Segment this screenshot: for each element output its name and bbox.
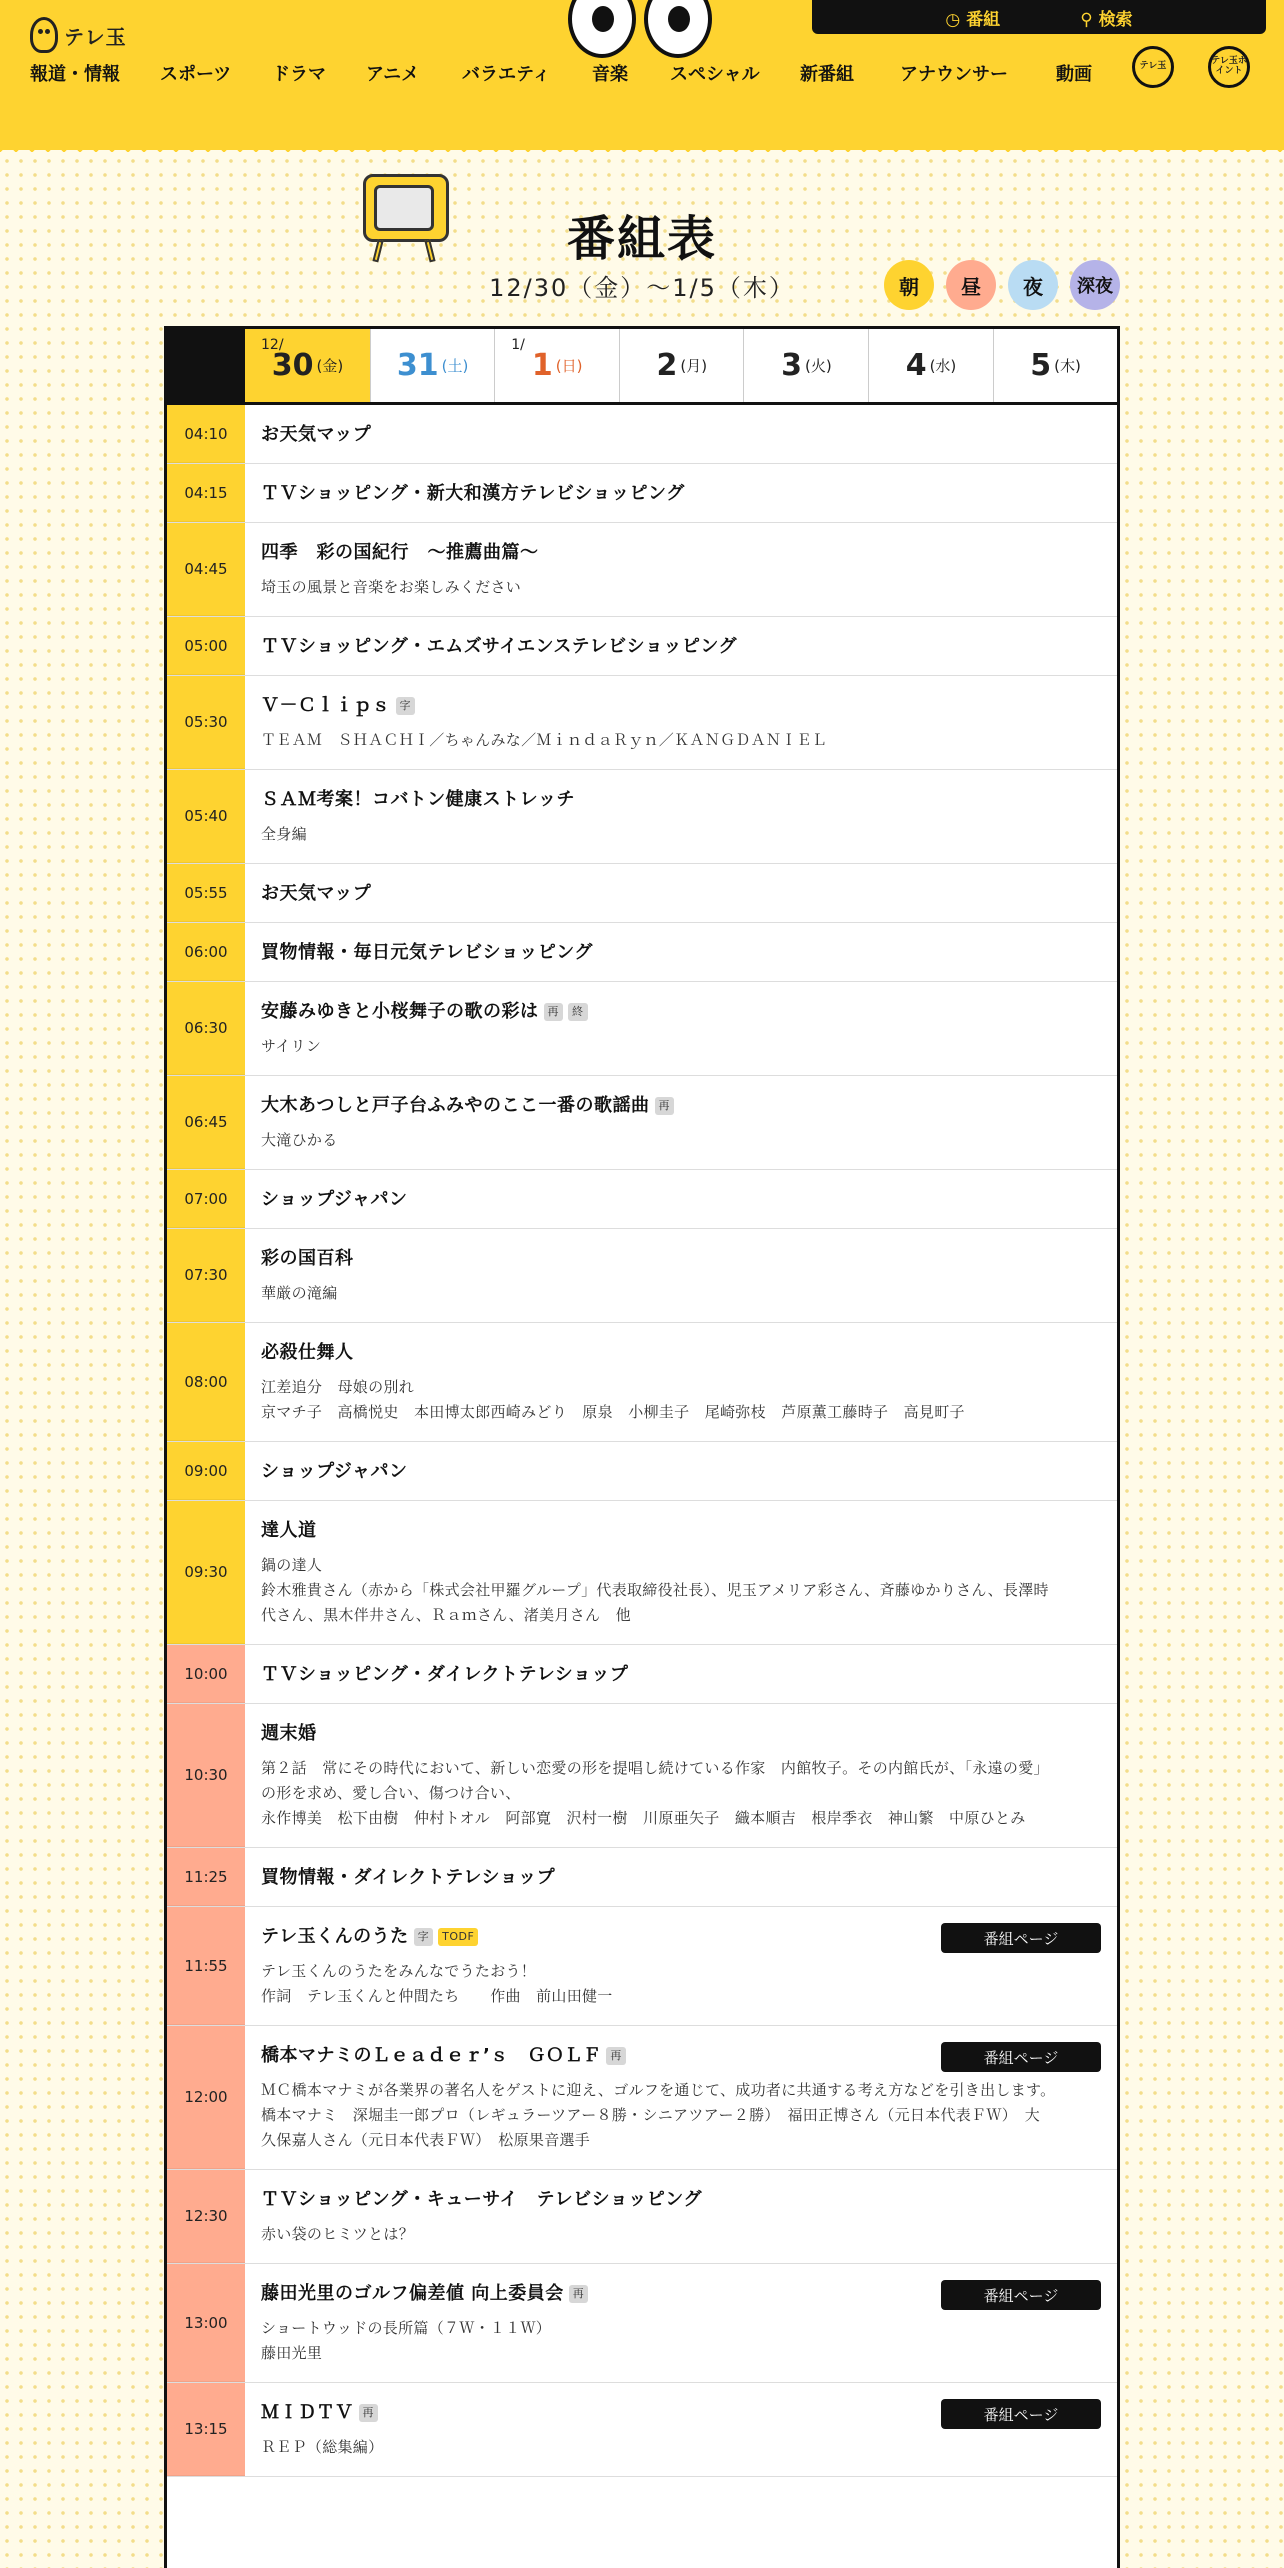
program-search-bar[interactable] (812, 0, 1266, 34)
day-tab-weekday: (木) (1054, 357, 1081, 375)
program-time: 06:45 (167, 1076, 245, 1169)
program-description: 埼玉の風景と音楽をお楽しみください (261, 578, 522, 596)
program-body (245, 770, 1117, 863)
nav-music[interactable]: 音楽 (592, 64, 628, 85)
program-row[interactable] (167, 2026, 1117, 2170)
program-row[interactable] (167, 1323, 1117, 1442)
program-title[interactable]: Ｖ－Ｃｌｉｐｓ 字 (261, 694, 1101, 718)
program-time: 04:15 (167, 464, 245, 522)
program-badge: 終 (568, 1003, 588, 1021)
program-time: 09:30 (167, 1501, 245, 1644)
program-title[interactable]: 達人道 (261, 1520, 317, 1541)
program-time: 12:30 (167, 2170, 245, 2263)
program-time: 11:55 (167, 1907, 245, 2025)
nav-special[interactable]: スペシャル (670, 64, 760, 85)
site-logo[interactable] (30, 14, 127, 56)
site-header (0, 0, 1284, 150)
program-title[interactable]: ＳＡＭ考案！コバトン健康ストレッチ (261, 789, 575, 810)
program-row[interactable] (167, 923, 1117, 982)
program-description: テレ玉くんのうたをみんなでうたおう！ 作詞 テレ玉くんと仲間たち 作曲 前山田健一 (261, 1962, 613, 2005)
program-time: 06:30 (167, 982, 245, 1075)
program-body (245, 617, 1117, 675)
program-body (245, 2264, 1117, 2382)
program-row[interactable] (167, 617, 1117, 676)
program-row[interactable] (167, 1848, 1117, 1907)
tod-daytime-button[interactable]: 昼 (946, 260, 996, 310)
day-tab[interactable] (370, 329, 495, 402)
nav-news[interactable]: 報道・情報 (30, 64, 120, 85)
program-row[interactable] (167, 1501, 1117, 1645)
program-time: 10:30 (167, 1704, 245, 1847)
program-badge: 再 (606, 2047, 626, 2065)
tod-latenight-button[interactable]: 深夜 (1070, 260, 1120, 310)
program-time: 09:00 (167, 1442, 245, 1500)
program-description: サイリン (261, 1037, 322, 1055)
program-row[interactable] (167, 2170, 1117, 2264)
program-title[interactable]: ショップジャパン (261, 1461, 408, 1482)
program-title[interactable]: テレ玉くんのうた 字 TODF (261, 1925, 1101, 1949)
search-label-2[interactable]: ⚲ 検索 (1080, 9, 1133, 30)
program-row[interactable] (167, 464, 1117, 523)
day-tab[interactable] (868, 329, 993, 402)
program-description: 第２話 常にその時代において、新しい恋愛の形を提唱し続けている作家 内館牧子。その内館氏が、「永遠の愛」 の形を求め、愛し合い、傷つけ合い、 永作博美 松下由樹 仲村トオル 阿部寛 沢村一樹 川原亜矢子 織本順吉 根岸季衣 神山繁 中原ひとみ (261, 1759, 1049, 1827)
program-list (167, 405, 1117, 2477)
program-time: 12:00 (167, 2026, 245, 2169)
day-tab-date: 31 (396, 348, 439, 383)
program-badge: 再 (359, 2404, 379, 2422)
program-title[interactable]: 藤田光里のゴルフ偏差値 向上委員会 再 (261, 2282, 1101, 2306)
day-tab-date: 3 (781, 348, 802, 383)
program-body (245, 923, 1117, 981)
day-tab-weekday: (水) (929, 357, 957, 375)
tele-tama-app-icon[interactable]: テレ玉 (1132, 46, 1174, 88)
program-body (245, 523, 1117, 616)
program-body (245, 1442, 1117, 1500)
program-description: 鍋の達人 鈴木雅貴さん（赤から「株式会社甲羅グループ」代表取締役社長）、児玉アメリア彩さん、斉藤ゆかりさん、長澤時 代さん、黒木伴井さん、Ｒａｍさん、渚美月さん 他 (261, 1556, 1049, 1624)
day-tab-weekday: (日) (555, 357, 583, 375)
program-badge: 字 (414, 1928, 434, 1946)
program-body (245, 864, 1117, 922)
mascot-logo-icon (30, 17, 58, 53)
program-time: 05:55 (167, 864, 245, 922)
program-page-button[interactable]: 番組ページ (941, 1923, 1101, 1953)
mascot-eyes-icon (568, 0, 718, 60)
program-body (245, 1229, 1117, 1322)
program-row[interactable] (167, 1907, 1117, 2026)
program-title[interactable]: ＴＶショッピング・キューサイ テレビショッピング (261, 2189, 702, 2210)
main-nav (0, 60, 1284, 90)
day-tabs-corner (167, 329, 245, 402)
program-badge: 字 (396, 697, 416, 715)
program-body (245, 1907, 1117, 2025)
program-body (245, 1323, 1117, 1441)
program-body (245, 676, 1117, 769)
program-title[interactable]: 買物情報・毎日元気テレビショッピング (261, 942, 593, 963)
program-body (245, 2170, 1117, 2263)
program-page-button[interactable]: 番組ページ (941, 2399, 1101, 2429)
program-time: 05:30 (167, 676, 245, 769)
day-tab-month: 12/ (261, 337, 284, 353)
nav-sports[interactable]: スポーツ (160, 64, 232, 85)
program-description: ＭＣ橋本マナミが各業界の著名人をゲストに迎え、ゴルフを通じて、成功者に共通する考え方などを引き出します。 橋本マナミ 深堀圭一郎プロ（レギュラーツアー８勝・シニアツアー２勝） 福田正博さん（元日本代表ＦＷ） 大 久保嘉人さん（元日本代表ＦＷ） 松原果音選手 (261, 2081, 1056, 2149)
tod-morning-button[interactable]: 朝 (884, 260, 934, 310)
day-tab-weekday: (月) (680, 357, 708, 375)
day-tab[interactable] (619, 329, 744, 402)
program-description: 江差追分 母娘の別れ 京マチ子 高橋悦史 本田博太郎西崎みどり 原泉 小柳圭子 尾崎弥枝 芦原薫工藤時子 高見町子 (261, 1378, 965, 1421)
program-description: ショートウッドの長所篇（７Ｗ・１１Ｗ） 藤田光里 (261, 2319, 552, 2362)
program-time: 05:40 (167, 770, 245, 863)
day-tab-date: 30 (271, 348, 314, 383)
program-title[interactable]: 橋本マナミのＬｅａｄｅｒ’ｓ ＧＯＬＦ 再 (261, 2044, 1101, 2068)
program-time: 08:00 (167, 1323, 245, 1441)
search-label-1[interactable]: ◷ 番組 (945, 9, 1001, 30)
program-description: 赤い袋のヒミツとは？ (261, 2225, 415, 2243)
program-title[interactable]: ＭＩＤＴＶ 再 (261, 2401, 1101, 2425)
program-body (245, 464, 1117, 522)
program-title[interactable]: ＴＶショッピング・ダイレクトテレショップ (261, 1664, 629, 1685)
page-title: 番組表 (566, 211, 717, 267)
program-badge: 再 (569, 2285, 589, 2303)
program-row[interactable] (167, 2264, 1117, 2383)
program-title[interactable]: 週末婚 (261, 1723, 317, 1744)
day-tab[interactable] (245, 329, 370, 402)
program-badge: 再 (655, 1097, 675, 1115)
program-body (245, 1704, 1117, 1847)
program-body (245, 982, 1117, 1075)
day-tab-weekday: (土) (441, 357, 469, 375)
nav-videos[interactable]: 動画 (1056, 64, 1092, 85)
program-badge: TODF (438, 1928, 478, 1946)
program-body (245, 1076, 1117, 1169)
program-title[interactable]: 必殺仕舞人 (261, 1342, 354, 1363)
program-description: 大滝ひかる (261, 1131, 338, 1149)
program-row[interactable] (167, 1442, 1117, 1501)
program-row[interactable] (167, 1704, 1117, 1848)
day-tab-date: 2 (656, 348, 678, 383)
program-description: 華厳の滝編 (261, 1284, 338, 1302)
program-title[interactable]: 大木あつしと戸子台ふみやのここ一番の歌謡曲 再 (261, 1094, 1101, 1118)
program-row[interactable] (167, 982, 1117, 1076)
program-page-button[interactable]: 番組ページ (941, 2280, 1101, 2310)
day-tab-weekday: (金) (316, 357, 344, 375)
day-tab-month: 1/ (511, 337, 525, 353)
nav-announcers[interactable]: アナウンサー (900, 64, 1008, 85)
program-row[interactable] (167, 1076, 1117, 1170)
program-body (245, 1170, 1117, 1228)
program-row[interactable] (167, 864, 1117, 923)
day-tab[interactable] (743, 329, 868, 402)
program-time: 05:00 (167, 617, 245, 675)
date-range: 12/30（金）〜1/5（木） (489, 274, 795, 302)
program-time: 13:00 (167, 2264, 245, 2382)
program-title[interactable]: ショップジャパン (261, 1189, 408, 1210)
program-time: 07:30 (167, 1229, 245, 1322)
nav-new-programs[interactable]: 新番組 (800, 64, 854, 85)
nav-variety[interactable]: バラエティ (462, 64, 551, 85)
program-time: 04:45 (167, 523, 245, 616)
day-tab-date: 4 (905, 348, 927, 383)
program-description: ＴＥＡＭ ＳＨＡＣＨＩ／ちゃんみな／ＭｉｎｄａＲｙｎ／ＫＡＮＧＤＡＮＩＥＬ (261, 731, 828, 749)
program-badge: 再 (544, 1003, 564, 1021)
program-title[interactable]: ＴＶショッピング・新大和漢方テレビショッピング (261, 483, 685, 504)
program-body (245, 1501, 1117, 1644)
program-row[interactable] (167, 1645, 1117, 1704)
program-body (245, 2026, 1117, 2169)
day-tab-weekday: (火) (804, 357, 832, 375)
program-row[interactable] (167, 523, 1117, 617)
search-icon: ⚲ (1080, 9, 1099, 30)
program-title[interactable]: お天気マップ (261, 424, 372, 445)
header-zigzag-border (0, 138, 1284, 152)
logo-text: テレ玉 (64, 24, 127, 49)
program-body (245, 2383, 1117, 2476)
program-title[interactable]: ＴＶショッピング・エムズサイエンステレビショッピング (261, 636, 737, 657)
tod-evening-button[interactable]: 夜 (1008, 260, 1058, 310)
program-row[interactable] (167, 405, 1117, 464)
program-title[interactable]: 買物情報・ダイレクトテレショップ (261, 1867, 556, 1888)
schedule-table (164, 326, 1120, 2568)
program-time: 11:25 (167, 1848, 245, 1906)
program-row[interactable] (167, 2383, 1117, 2477)
day-tab-date: 1 (531, 348, 553, 383)
day-tab-date: 5 (1030, 348, 1052, 383)
program-title[interactable]: お天気マップ (261, 883, 372, 904)
program-body (245, 1645, 1117, 1703)
program-time: 10:00 (167, 1645, 245, 1703)
day-tab[interactable] (494, 329, 619, 402)
program-row[interactable] (167, 1229, 1117, 1323)
day-tab[interactable] (993, 329, 1118, 402)
program-time: 06:00 (167, 923, 245, 981)
program-page-button[interactable]: 番組ページ (941, 2042, 1101, 2072)
program-description: ＲＥＰ（総集編） (261, 2438, 384, 2456)
clock-icon: ◷ (945, 9, 967, 30)
program-title[interactable]: 彩の国百科 (261, 1248, 354, 1269)
program-time: 13:15 (167, 2383, 245, 2476)
tele-tama-points-icon[interactable]: テレ玉ポイント (1208, 46, 1250, 88)
program-row[interactable] (167, 676, 1117, 770)
program-body (245, 405, 1117, 463)
program-time: 07:00 (167, 1170, 245, 1228)
program-title[interactable]: 四季 彩の国紀行 ～推薦曲篇～ (261, 542, 539, 563)
nav-anime[interactable]: アニメ (366, 64, 420, 85)
program-body (245, 1848, 1117, 1906)
program-title[interactable]: 安藤みゆきと小桜舞子の歌の彩は 再 終 (261, 1000, 1101, 1024)
day-tabs (167, 329, 1117, 405)
program-row[interactable] (167, 1170, 1117, 1229)
nav-drama[interactable]: ドラマ (272, 64, 326, 85)
program-description: 全身編 (261, 825, 307, 843)
program-row[interactable] (167, 770, 1117, 864)
program-time: 04:10 (167, 405, 245, 463)
